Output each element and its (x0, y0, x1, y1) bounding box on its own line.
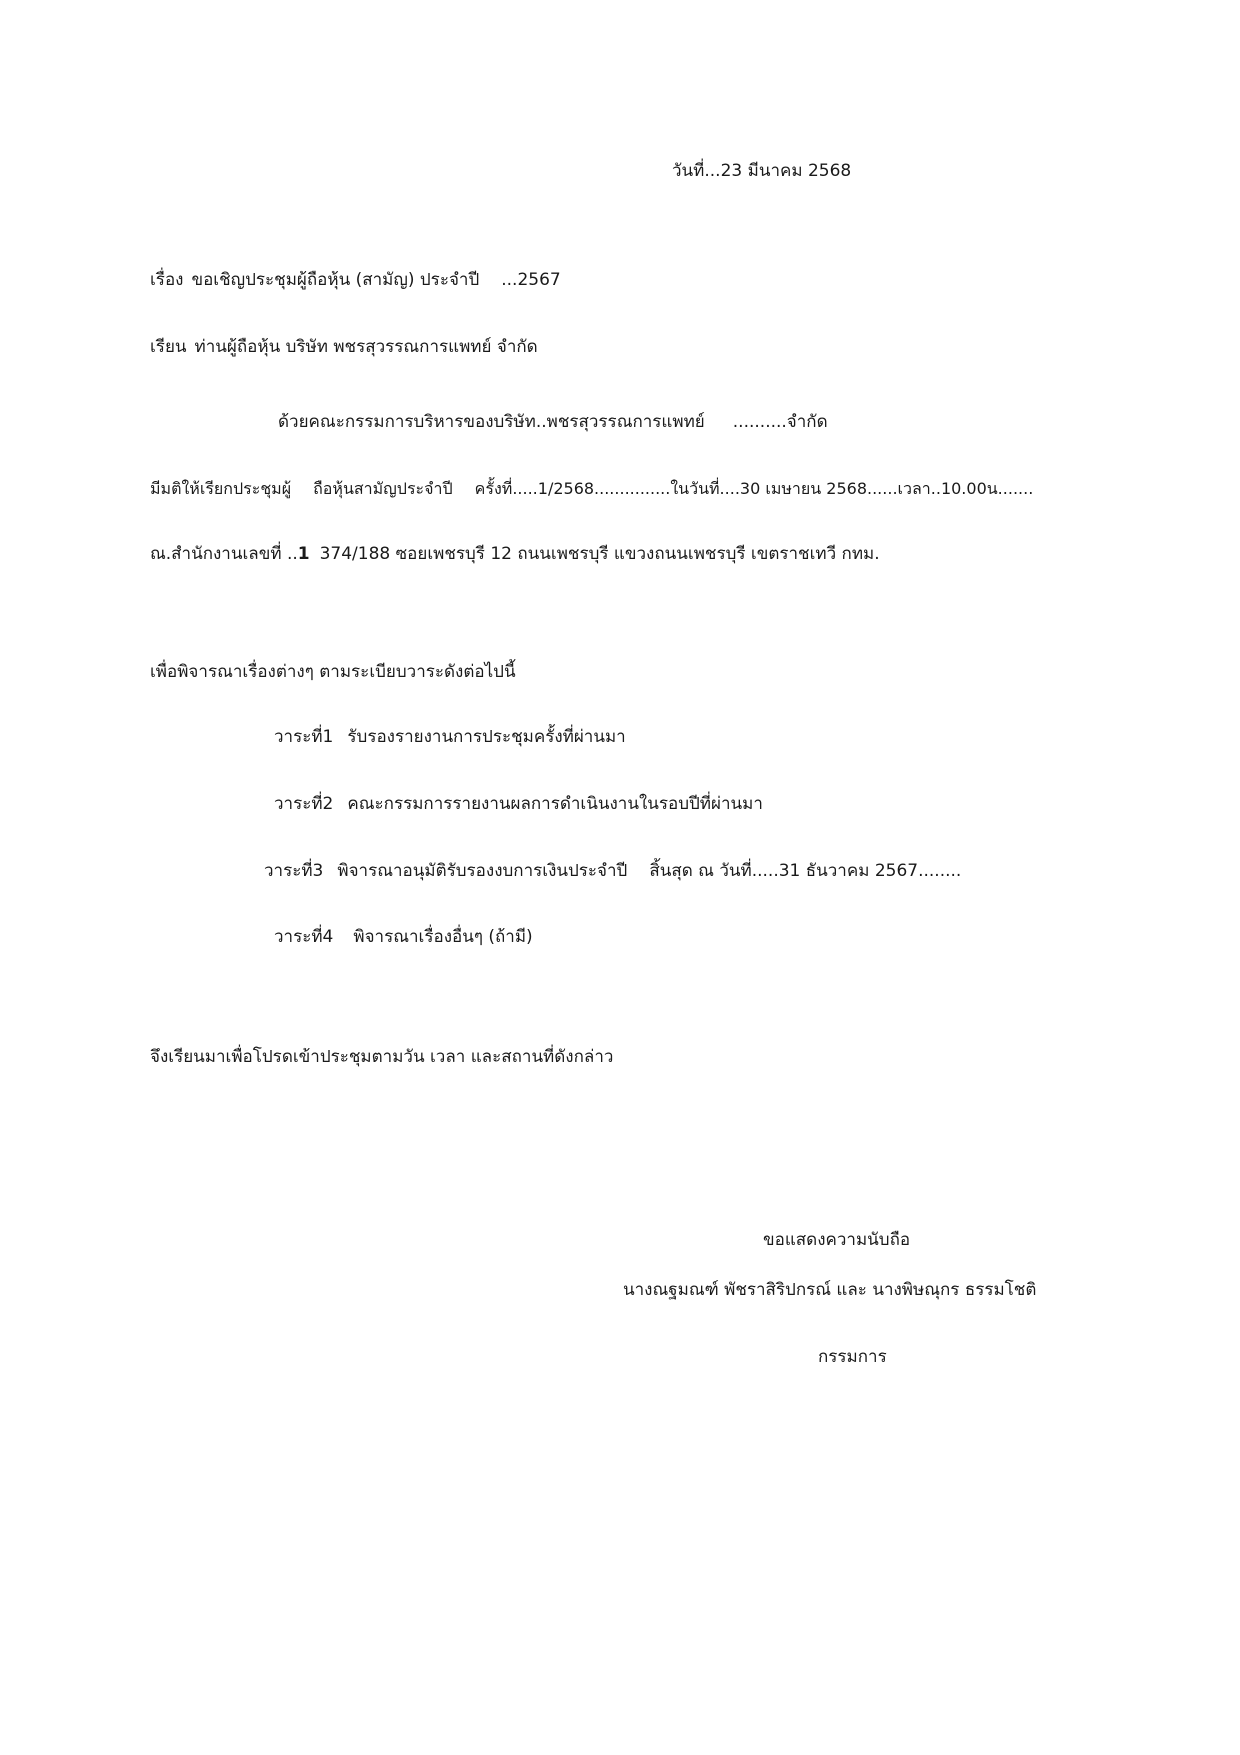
agenda-item-4-label: วาระที่4 (274, 927, 334, 947)
subject-label: เรื่อง (150, 270, 184, 290)
paragraph-3-number: 1 (297, 544, 310, 564)
paragraph-2 (150, 477, 1033, 501)
paragraph-2-part-b: ถือหุ้นสามัญประจำปี (313, 479, 453, 498)
closing-line: จึงเรียนมาเพื่อโปรดเข้าประชุมตามวัน เวลา และสถานที่ดังกล่าว (150, 1047, 614, 1067)
agenda-item-1-label: วาระที่1 (274, 727, 334, 747)
paragraph-1 (278, 410, 828, 434)
addressee-label: เรียน (150, 337, 187, 357)
addressee-line (150, 335, 538, 359)
paragraph-2-part-a: มีมติให้เรียกประชุมผู้ (150, 479, 292, 498)
agenda-item-2-text: คณะกรรมการรายงานผลการดำเนินงานในรอบปีที่ผ่านมา (347, 794, 763, 814)
regards-line: ขอแสดงความนับถือ (763, 1230, 911, 1250)
agenda-item-1 (274, 725, 626, 749)
agenda-item-3-text-b: สิ้นสุด ณ วันที่.....31 ธันวาคม 2567........ (649, 861, 962, 881)
paragraph-2-part-c: ครั้งที่.....1/2568...............ในวันที่....30 เมษายน 2568......เวลา..10.00น....... (474, 479, 1034, 498)
paragraph-3-address: 374/188 ซอยเพชรบุรี 12 ถนนเพชรบุรี แขวงถนนเพชรบุรี เขตราชเทวี กทม. (319, 544, 880, 564)
agenda-item-2 (274, 792, 763, 816)
paragraph-3-prefix: ณ.สำนักงานเลขที่ .. (150, 544, 298, 564)
agenda-item-1-text: รับรองรายงานการประชุมครั้งที่ผ่านมา (347, 727, 626, 747)
subject-line (150, 268, 561, 292)
subject-text: ขอเชิญประชุมผู้ถือหุ้น (สามัญ) ประจำปี (191, 270, 480, 290)
agenda-item-2-label: วาระที่2 (274, 794, 334, 814)
addressee-text: ท่านผู้ถือหุ้น บริษัท พชรสุวรรณการแพทย์ จำกัด (194, 337, 538, 357)
paragraph-1-main: ด้วยคณะกรรมการบริหารของบริษัท..พชรสุวรรณการแพทย์ (278, 412, 705, 432)
agenda-item-3-text: พิจารณาอนุมัติรับรองงบการเงินประจำปี (337, 861, 628, 881)
paragraph-1-suffix: ..........จำกัด (732, 412, 828, 432)
subject-year: ...2567 (501, 270, 561, 290)
agenda-item-3 (264, 859, 961, 883)
agenda-item-3-label: วาระที่3 (264, 861, 324, 881)
signatory-title: กรรมการ (818, 1347, 887, 1367)
signatory-names: นางณฐมณฑ์ พัชราสิริปกรณ์ และ นางพิษณุกร ธรรมโชติ (623, 1280, 1037, 1300)
date-line: วันที่...23 มีนาคม 2568 (672, 161, 852, 181)
agenda-item-4 (274, 925, 533, 949)
agenda-intro: เพื่อพิจารณาเรื่องต่างๆ ตามระเบียบวาระดังต่อไปนี้ (150, 662, 516, 682)
paragraph-3 (150, 542, 880, 566)
agenda-item-4-text: พิจารณาเรื่องอื่นๆ (ถ้ามี) (353, 927, 533, 947)
